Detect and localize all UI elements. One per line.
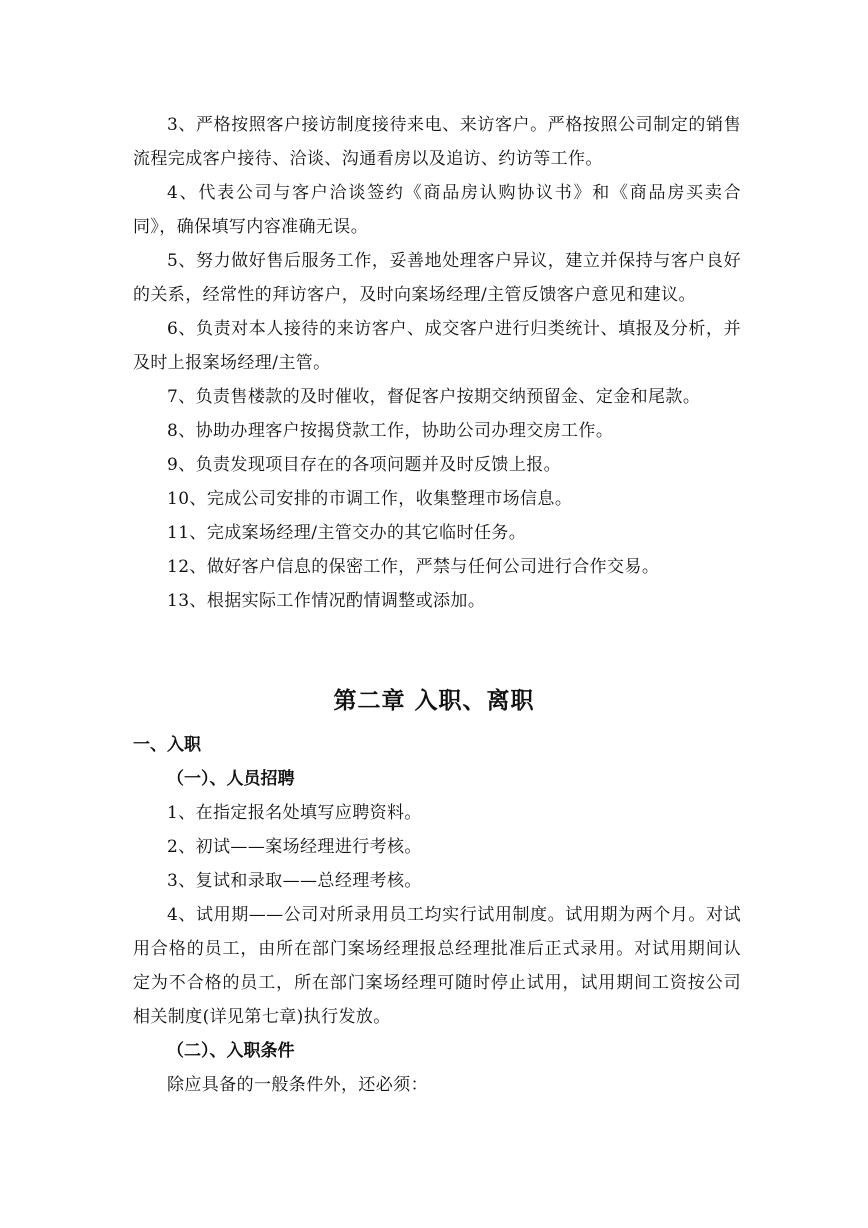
subsection-heading-requirements: （二）、入职条件 bbox=[167, 1041, 295, 1061]
paragraph-item-10: 10、完成公司安排的市调工作，收集整理市场信息。 bbox=[167, 489, 573, 509]
recruitment-item-2: 2、初试——案场经理进行考核。 bbox=[167, 837, 422, 857]
paragraph-item-9: 9、负责发现项目存在的各项问题并及时反馈上报。 bbox=[167, 455, 562, 475]
paragraph-item-11: 11、完成案场经理/主管交办的其它临时任务。 bbox=[167, 523, 527, 543]
paragraph-item-12: 12、做好客户信息的保密工作，严禁与任何公司进行合作交易。 bbox=[167, 557, 660, 577]
chapter-title: 第二章 入职、离职 bbox=[333, 687, 535, 714]
recruitment-item-3: 3、复试和录取——总经理考核。 bbox=[167, 871, 422, 891]
paragraph-item-6: 6、负责对本人接待的来访客户、成交客户进行归类统计、填报及分析，并及时上报案场经理/主管。 bbox=[133, 319, 741, 373]
section-heading-onboarding: 一、入职 bbox=[133, 735, 201, 755]
paragraph-item-8: 8、协助办理客户按揭贷款工作，协助公司办理交房工作。 bbox=[167, 421, 614, 441]
paragraph-item-7: 7、负责售楼款的及时催收，督促客户按期交纳预留金、定金和尾款。 bbox=[167, 387, 701, 407]
paragraph-item-5: 5、努力做好售后服务工作，妥善地处理客户异议，建立并保持与客户良好的关系，经常性的拜访客户，及时向案场经理/主管反馈客户意见和建议。 bbox=[133, 251, 741, 305]
requirements-intro: 除应具备的一般条件外，还必须： bbox=[167, 1075, 428, 1095]
recruitment-item-4: 4、试用期——公司对所录用员工均实行试用制度。试用期为两个月。对试用合格的员工，由所在部门案场经理报总经理批准后正式录用。对试用期间认定为不合格的员工，所在部门案场经理可随时停止试用，试用期间工资按公司相关制度(详见第七章)执行发放。 bbox=[133, 905, 741, 1027]
paragraph-item-13: 13、根据实际工作情况酌情调整或添加。 bbox=[167, 591, 486, 611]
recruitment-item-1: 1、在指定报名处填写应聘资料。 bbox=[167, 803, 422, 823]
paragraph-item-3: 3、严格按照客户接访制度接待来电、来访客户。严格按照公司制定的销售流程完成客户接待、洽谈、沟通看房以及追访、约访等工作。 bbox=[133, 115, 741, 169]
paragraph-item-4: 4、代表公司与客户洽谈签约《商品房认购协议书》和《商品房买卖合同》，确保填写内容准确无误。 bbox=[133, 183, 741, 237]
subsection-heading-recruitment: （一）、人员招聘 bbox=[167, 769, 295, 789]
